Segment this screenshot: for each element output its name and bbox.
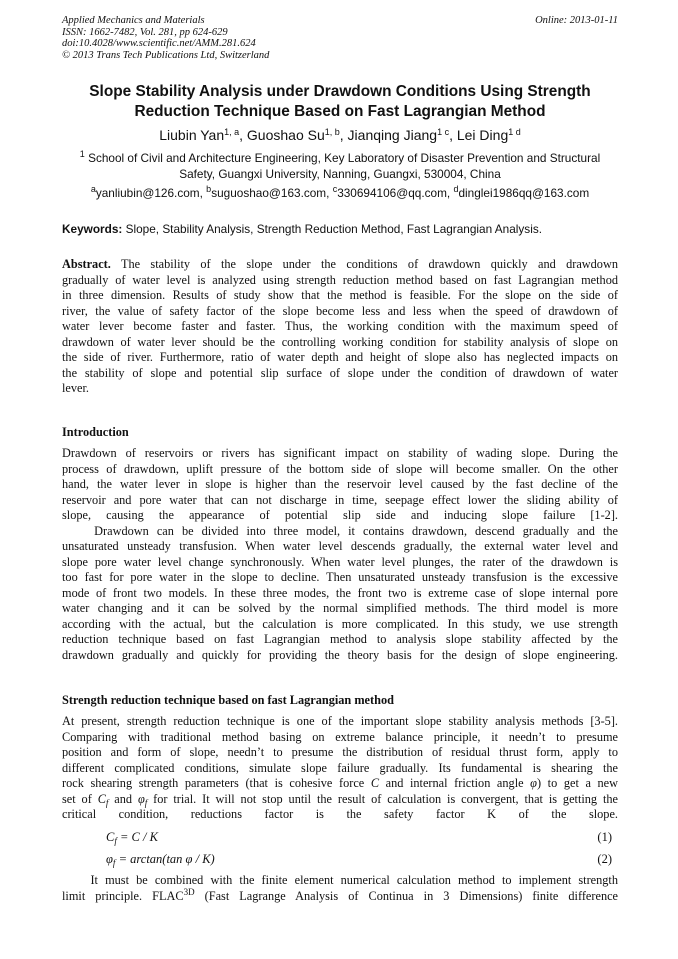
text-run: set of: [62, 791, 98, 806]
affiliation-mark: 1: [79, 149, 85, 159]
superscript: 3D: [183, 886, 195, 897]
title-line: Reduction Technique Based on Fast Lagrangian Method: [134, 103, 546, 120]
section-heading-introduction: Introduction: [62, 425, 129, 439]
abstract-line: the side of river. Furthermore, ratio of water depth and height of slope also has neglected impacts on: [62, 350, 618, 364]
paper-title: [62, 82, 618, 122]
equation-expression: [106, 829, 158, 845]
affiliation-line: Safety, Guangxi University, Nanning, Guangxi, 530004, China: [179, 166, 501, 181]
abstract-line: in three dimension. Results of study show that the method is feasible. For the slope on the side of: [62, 288, 618, 302]
author-name: Guoshao Su: [246, 127, 325, 143]
body-line: different complicated conditions, simulate slope failure gradually. Its fundamental is shearing the: [62, 760, 618, 775]
section-heading-strength-reduction: Strength reduction technique based on fast Lagrangian method: [62, 693, 394, 707]
email-mark: b: [206, 184, 212, 194]
text-run: limit principle. FLAC: [62, 888, 184, 903]
affiliation-line: School of Civil and Architecture Engineering, Key Laboratory of Disaster Prevention and Structural: [88, 151, 601, 165]
text-run: (Fast Lagrange Analysis of Continua in 3 Dimensions) finite difference: [194, 888, 619, 903]
body-line: Drawdown can be divided into three model, it contains drawdown, descend gradually and the: [62, 523, 618, 538]
author-name: Liubin Yan: [159, 127, 225, 143]
abstract-line: the stability of slope and potential slip surface of slope under the condition of drawdown of water: [62, 365, 618, 380]
email-address[interactable]: dinglei1986qq@163.com: [458, 186, 590, 200]
title-line: Slope Stability Analysis under Drawdown Conditions Using Strength: [89, 83, 591, 100]
body-line: critical condition, reductions factor is the safety factor K of the slope.: [62, 807, 618, 821]
keywords-label: Keywords:: [62, 222, 123, 236]
math-symbol: φ: [106, 852, 113, 866]
email-mark: a: [90, 184, 96, 194]
body-line: reservoir and pore water that can not discharge in time, seepage effect lower the sliding ability of: [62, 492, 618, 507]
author-affil-mark: 1 d: [508, 127, 521, 137]
email-address[interactable]: suguoshao@163.com,: [211, 186, 333, 200]
author-affil-mark: 1, a: [224, 127, 240, 137]
equation-number: (2): [597, 852, 612, 866]
author-name: Lei Ding: [456, 127, 509, 143]
math-rhs: = C / K: [116, 830, 158, 844]
math-subscript: f: [105, 797, 109, 808]
math-rhs: = arctan(tan φ / K): [115, 852, 215, 866]
email-mark: d: [453, 184, 459, 194]
abstract-line: The stability of the slope under the conditions of drawdown quickly and drawdown: [110, 257, 618, 271]
body-line: drawdown gradually and quickly for providing the theory basis for the design of slope engineering.: [62, 647, 618, 662]
abstract-line: drawdown of water lever should be the controlling working condition for stability analysis of slope on: [62, 334, 618, 349]
math-symbol: φ: [137, 791, 145, 806]
body-line: [62, 886, 619, 905]
issn-line: ISSN: 1662-7482, Vol. 281, pp 624-629: [62, 26, 228, 38]
introduction-body: [62, 446, 618, 663]
body-line: too fast for pore water in the slope to decline. Then unsaturated unsteady transfusion is the excessive: [62, 570, 618, 584]
section-body: [62, 714, 618, 823]
author-list: Liubin Yan$^{1, a}$, Guoshao Su$^{1, b}$, Jianqing Jiang$^{1 c}$, Lei Ding$^{1 d}$: [159, 127, 521, 143]
text-run: ) to get a new: [536, 776, 618, 790]
body-line: [62, 792, 618, 808]
doi-line: doi:10.4028/www.scientific.net/AMM.281.624: [62, 38, 256, 49]
email-address[interactable]: yanliubin@126.com,: [95, 186, 207, 200]
equation-number: (1): [597, 830, 612, 844]
body-line: It must be combined with the finite element numerical calculation method to implement strength: [62, 873, 618, 887]
equation-expression: [106, 851, 215, 867]
email-list: [62, 186, 618, 201]
abstract-line: lever.: [62, 381, 89, 395]
author-name: Jianqing Jiang: [347, 127, 438, 143]
text-run: rock shearing strength parameters (that is cohesive force: [62, 776, 371, 790]
text-run: and internal friction angle: [379, 776, 531, 790]
body-line: hand, the water lever in slope is higher than the reservoir level caused by the fast decline of the: [62, 477, 618, 491]
journal-name: Applied Mechanics and Materials: [62, 15, 205, 26]
email-mark: c: [332, 184, 338, 194]
math-symbol: C: [106, 830, 115, 844]
keywords-text: Slope, Stability Analysis, Strength Reduction Method, Fast Lagrangian Analysis.: [122, 222, 542, 236]
author-affil-mark: 1, b: [324, 127, 340, 137]
author-affil-mark: 1 c: [437, 127, 450, 137]
email-address[interactable]: 330694106@qq.com,: [337, 186, 454, 200]
math-symbol: C: [97, 791, 106, 806]
abstract-line: river, the value of safety factor of the slope become less and less when the speed of drawdown of: [62, 303, 618, 318]
math-subscript: f: [112, 858, 116, 868]
body-line: mode of front two models. In these three modes, the front two is extreme case of slope internal pore: [62, 585, 618, 600]
abstract-line: gradually of water level is analyzed using strength reduction method based on fast Lagrangian method: [62, 272, 618, 287]
abstract-label: Abstract.: [62, 257, 111, 271]
text-run: and: [108, 791, 138, 806]
math-subscript: f: [114, 836, 117, 846]
body-line: according with the actual, but the calculation is more complicated. In this study, we use strength: [62, 616, 618, 631]
math-subscript: f: [144, 797, 148, 808]
affiliation: [62, 151, 618, 182]
text-run: for trial. It will not stop until the result of calculation is convergent, that is getting the: [147, 791, 618, 806]
body-line: At present, strength reduction technique is one of the important slope stability analysis methods [3-5].: [62, 714, 618, 728]
body-line: slope pore water level change synchronously. When water level plunges, the rater of the drawdown is: [62, 554, 618, 569]
body-line: reduction technique based on fast Lagrangian method to analysis slope stability affected by the: [62, 632, 618, 646]
body-line: [62, 776, 618, 792]
abstract-line: water lever become faster and faster. Thus, the working condition with the maximum speed of: [62, 319, 618, 333]
body-line: unsaturated unsteady transfusion. When water level descends gradually, the external water level and: [62, 539, 618, 553]
keywords: [62, 222, 618, 237]
body-line: position and form of slope, needn’t to presume the distribution of residual thrust form, apply to: [62, 745, 618, 759]
body-line: water changing and it can be solved by the normal simplified methods. The third model is more: [62, 601, 618, 615]
body-line: Comparing with traditional method basing on extreme balance principle, it needn’t to presume: [62, 729, 618, 744]
body-line: Drawdown of reservoirs or rivers has significant impact on stability of wading slope. During the: [62, 446, 618, 460]
journal-header: [62, 15, 618, 61]
online-date: Online: 2013-01-11: [535, 15, 618, 26]
closing-paragraph: [62, 873, 618, 904]
abstract: [62, 257, 618, 397]
body-line: process of drawdown, uplift pressure of the bottom side of slope will become smaller. On the other: [62, 461, 618, 476]
body-line: slope, causing the appearance of potential slip side and inducing slope failure [1-2].: [62, 508, 618, 522]
math-symbol: φ: [530, 776, 537, 790]
copyright-line: © 2013 Trans Tech Publications Ltd, Switzerland: [62, 49, 270, 61]
math-symbol: C: [370, 776, 380, 790]
